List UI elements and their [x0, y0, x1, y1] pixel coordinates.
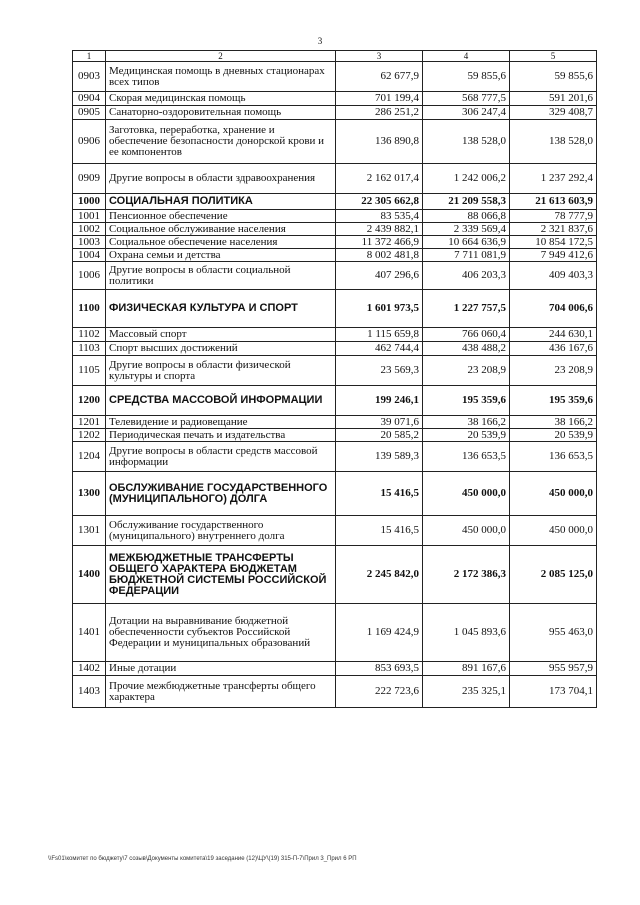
- table-row: [73, 662, 597, 676]
- page-number: 3: [317, 36, 323, 46]
- row-code: 1401: [73, 604, 106, 662]
- row-code: 1204: [73, 442, 106, 472]
- row-value-col5: 173 704,1: [510, 676, 597, 708]
- row-name: Другие вопросы в области здравоохранения: [106, 164, 336, 194]
- table-row: [73, 223, 597, 236]
- row-name: Пенсионное обеспечение: [106, 210, 336, 223]
- row-value-col3: 407 296,6: [336, 262, 423, 290]
- row-value-col3: 1 601 973,5: [336, 290, 423, 328]
- row-code: 1001: [73, 210, 106, 223]
- row-value-col3: 136 890,8: [336, 120, 423, 164]
- row-value-col4: 59 855,6: [423, 62, 510, 92]
- row-value-col4: 2 172 386,3: [423, 546, 510, 604]
- table-header-row: [73, 51, 597, 62]
- row-value-col3: 1 115 659,8: [336, 328, 423, 342]
- row-value-col5: 436 167,6: [510, 342, 597, 356]
- row-value-col4: 2 339 569,4: [423, 223, 510, 236]
- row-name: Массовый спорт: [106, 328, 336, 342]
- row-value-col5: 955 463,0: [510, 604, 597, 662]
- row-value-col4: 38 166,2: [423, 416, 510, 429]
- row-value-col3: 39 071,6: [336, 416, 423, 429]
- row-code: 1103: [73, 342, 106, 356]
- table-row: [73, 429, 597, 442]
- row-value-col3: 62 677,9: [336, 62, 423, 92]
- row-value-col5: 136 653,5: [510, 442, 597, 472]
- row-code: 1300: [73, 472, 106, 516]
- row-value-col4: 20 539,9: [423, 429, 510, 442]
- row-value-col4: 7 711 081,9: [423, 249, 510, 262]
- row-name: МЕЖБЮДЖЕТНЫЕ ТРАНСФЕРТЫ ОБЩЕГО ХАРАКТЕРА БЮДЖЕТАМ БЮДЖЕТНОЙ СИСТЕМЫ РОССИЙСКОЙ ФЕДЕРАЦИИ: [106, 546, 336, 604]
- row-value-col3: 199 246,1: [336, 386, 423, 416]
- row-code: 1403: [73, 676, 106, 708]
- row-value-col5: 2 321 837,6: [510, 223, 597, 236]
- table-row: [73, 106, 597, 120]
- table-row: [73, 676, 597, 708]
- row-code: 1202: [73, 429, 106, 442]
- row-value-col3: 222 723,6: [336, 676, 423, 708]
- row-value-col4: 1 045 893,6: [423, 604, 510, 662]
- row-value-col3: 15 416,5: [336, 516, 423, 546]
- row-name: Другие вопросы в области средств массовой информации: [106, 442, 336, 472]
- row-name: Прочие межбюджетные трансферты общего характера: [106, 676, 336, 708]
- row-value-col4: 450 000,0: [423, 516, 510, 546]
- row-value-col4: 1 227 757,5: [423, 290, 510, 328]
- row-value-col4: 450 000,0: [423, 472, 510, 516]
- row-value-col5: 23 208,9: [510, 356, 597, 386]
- row-value-col3: 22 305 662,8: [336, 194, 423, 210]
- row-value-col3: 701 199,4: [336, 92, 423, 106]
- row-name: Иные дотации: [106, 662, 336, 676]
- row-value-col5: 78 777,9: [510, 210, 597, 223]
- column-header-5: 5: [510, 51, 597, 62]
- budget-table: [72, 50, 597, 708]
- row-code: 0903: [73, 62, 106, 92]
- row-name: Социальное обеспечение населения: [106, 236, 336, 249]
- row-value-col4: 438 488,2: [423, 342, 510, 356]
- table-row: [73, 194, 597, 210]
- row-name: Телевидение и радиовещание: [106, 416, 336, 429]
- column-header-3: 3: [336, 51, 423, 62]
- row-value-col4: 136 653,5: [423, 442, 510, 472]
- row-value-col3: 2 245 842,0: [336, 546, 423, 604]
- row-name: Дотации на выравнивание бюджетной обеспеченности субъектов Российской Федерации и муниципальных образований: [106, 604, 336, 662]
- table-row: [73, 472, 597, 516]
- row-name: Другие вопросы в области физической культуры и спорта: [106, 356, 336, 386]
- row-value-col5: 21 613 603,9: [510, 194, 597, 210]
- row-name: ОБСЛУЖИВАНИЕ ГОСУДАРСТВЕННОГО (МУНИЦИПАЛЬНОГО) ДОЛГА: [106, 472, 336, 516]
- row-value-col5: 10 854 172,5: [510, 236, 597, 249]
- row-name: Социальное обслуживание населения: [106, 223, 336, 236]
- row-code: 1102: [73, 328, 106, 342]
- row-value-col4: 891 167,6: [423, 662, 510, 676]
- table-row: [73, 262, 597, 290]
- table-row: [73, 442, 597, 472]
- row-value-col3: 23 569,3: [336, 356, 423, 386]
- table-row: [73, 328, 597, 342]
- row-code: 1200: [73, 386, 106, 416]
- row-name: Охрана семьи и детства: [106, 249, 336, 262]
- table-row: [73, 92, 597, 106]
- row-value-col5: 409 403,3: [510, 262, 597, 290]
- row-value-col3: 8 002 481,8: [336, 249, 423, 262]
- row-name: Медицинская помощь в дневных стационарах всех типов: [106, 62, 336, 92]
- table-row: [73, 416, 597, 429]
- table-row: [73, 120, 597, 164]
- row-code: 1301: [73, 516, 106, 546]
- column-header-4: 4: [423, 51, 510, 62]
- row-value-col3: 1 169 424,9: [336, 604, 423, 662]
- row-value-col3: 11 372 466,9: [336, 236, 423, 249]
- table-row: [73, 342, 597, 356]
- table-row: [73, 516, 597, 546]
- table-row: [73, 356, 597, 386]
- row-value-col5: 450 000,0: [510, 516, 597, 546]
- row-value-col5: 195 359,6: [510, 386, 597, 416]
- row-value-col5: 20 539,9: [510, 429, 597, 442]
- footer-file-path: \\Fs01\комитет по бюджету\7 созыв\Документы комитета\19 заседание (12)\ЦУ\(19) 315-П-7\Прил 3_Прил 6 РП: [48, 856, 357, 862]
- row-name: Спорт высших достижений: [106, 342, 336, 356]
- row-value-col3: 139 589,3: [336, 442, 423, 472]
- row-name: Обслуживание государственного (муниципального) внутреннего долга: [106, 516, 336, 546]
- row-code: 1400: [73, 546, 106, 604]
- row-value-col4: 235 325,1: [423, 676, 510, 708]
- column-header-2: 2: [106, 51, 336, 62]
- row-code: 1002: [73, 223, 106, 236]
- table-row: [73, 249, 597, 262]
- row-value-col4: 306 247,4: [423, 106, 510, 120]
- row-value-col3: 853 693,5: [336, 662, 423, 676]
- row-value-col5: 7 949 412,6: [510, 249, 597, 262]
- row-code: 1105: [73, 356, 106, 386]
- row-value-col5: 329 408,7: [510, 106, 597, 120]
- row-value-col3: 462 744,4: [336, 342, 423, 356]
- row-value-col5: 591 201,6: [510, 92, 597, 106]
- row-name: Другие вопросы в области социальной политики: [106, 262, 336, 290]
- table-row: [73, 210, 597, 223]
- row-code: 1201: [73, 416, 106, 429]
- row-value-col4: 1 242 006,2: [423, 164, 510, 194]
- row-value-col5: 704 006,6: [510, 290, 597, 328]
- row-code: 0904: [73, 92, 106, 106]
- table-row: [73, 164, 597, 194]
- row-value-col3: 83 535,4: [336, 210, 423, 223]
- table-row: [73, 290, 597, 328]
- row-value-col3: 15 416,5: [336, 472, 423, 516]
- table-row: [73, 604, 597, 662]
- row-name: Периодическая печать и издательства: [106, 429, 336, 442]
- row-code: 1100: [73, 290, 106, 328]
- row-code: 1402: [73, 662, 106, 676]
- table-row: [73, 386, 597, 416]
- row-value-col3: 286 251,2: [336, 106, 423, 120]
- row-value-col4: 10 664 636,9: [423, 236, 510, 249]
- row-value-col5: 955 957,9: [510, 662, 597, 676]
- row-value-col3: 2 162 017,4: [336, 164, 423, 194]
- row-value-col5: 2 085 125,0: [510, 546, 597, 604]
- row-value-col4: 21 209 558,3: [423, 194, 510, 210]
- table-row: [73, 546, 597, 604]
- row-code: 1004: [73, 249, 106, 262]
- row-value-col4: 766 060,4: [423, 328, 510, 342]
- row-value-col5: 450 000,0: [510, 472, 597, 516]
- row-value-col4: 195 359,6: [423, 386, 510, 416]
- row-value-col5: 244 630,1: [510, 328, 597, 342]
- row-value-col4: 88 066,8: [423, 210, 510, 223]
- row-code: 1000: [73, 194, 106, 210]
- row-value-col4: 568 777,5: [423, 92, 510, 106]
- row-name: ФИЗИЧЕСКАЯ КУЛЬТУРА И СПОРТ: [106, 290, 336, 328]
- row-value-col5: 138 528,0: [510, 120, 597, 164]
- row-value-col5: 59 855,6: [510, 62, 597, 92]
- row-name: СРЕДСТВА МАССОВОЙ ИНФОРМАЦИИ: [106, 386, 336, 416]
- row-value-col4: 23 208,9: [423, 356, 510, 386]
- row-value-col3: 2 439 882,1: [336, 223, 423, 236]
- row-name: Заготовка, переработка, хранение и обеспечение безопасности донорской крови и ее компонентов: [106, 120, 336, 164]
- row-name: СОЦИАЛЬНАЯ ПОЛИТИКА: [106, 194, 336, 210]
- row-code: 0906: [73, 120, 106, 164]
- row-code: 1006: [73, 262, 106, 290]
- row-code: 0905: [73, 106, 106, 120]
- row-code: 0909: [73, 164, 106, 194]
- table-row: [73, 62, 597, 92]
- row-value-col4: 138 528,0: [423, 120, 510, 164]
- column-header-1: 1: [73, 51, 106, 62]
- table-row: [73, 236, 597, 249]
- row-value-col3: 20 585,2: [336, 429, 423, 442]
- row-name: Санаторно-оздоровительная помощь: [106, 106, 336, 120]
- row-name: Скорая медицинская помощь: [106, 92, 336, 106]
- row-code: 1003: [73, 236, 106, 249]
- row-value-col5: 1 237 292,4: [510, 164, 597, 194]
- row-value-col4: 406 203,3: [423, 262, 510, 290]
- row-value-col5: 38 166,2: [510, 416, 597, 429]
